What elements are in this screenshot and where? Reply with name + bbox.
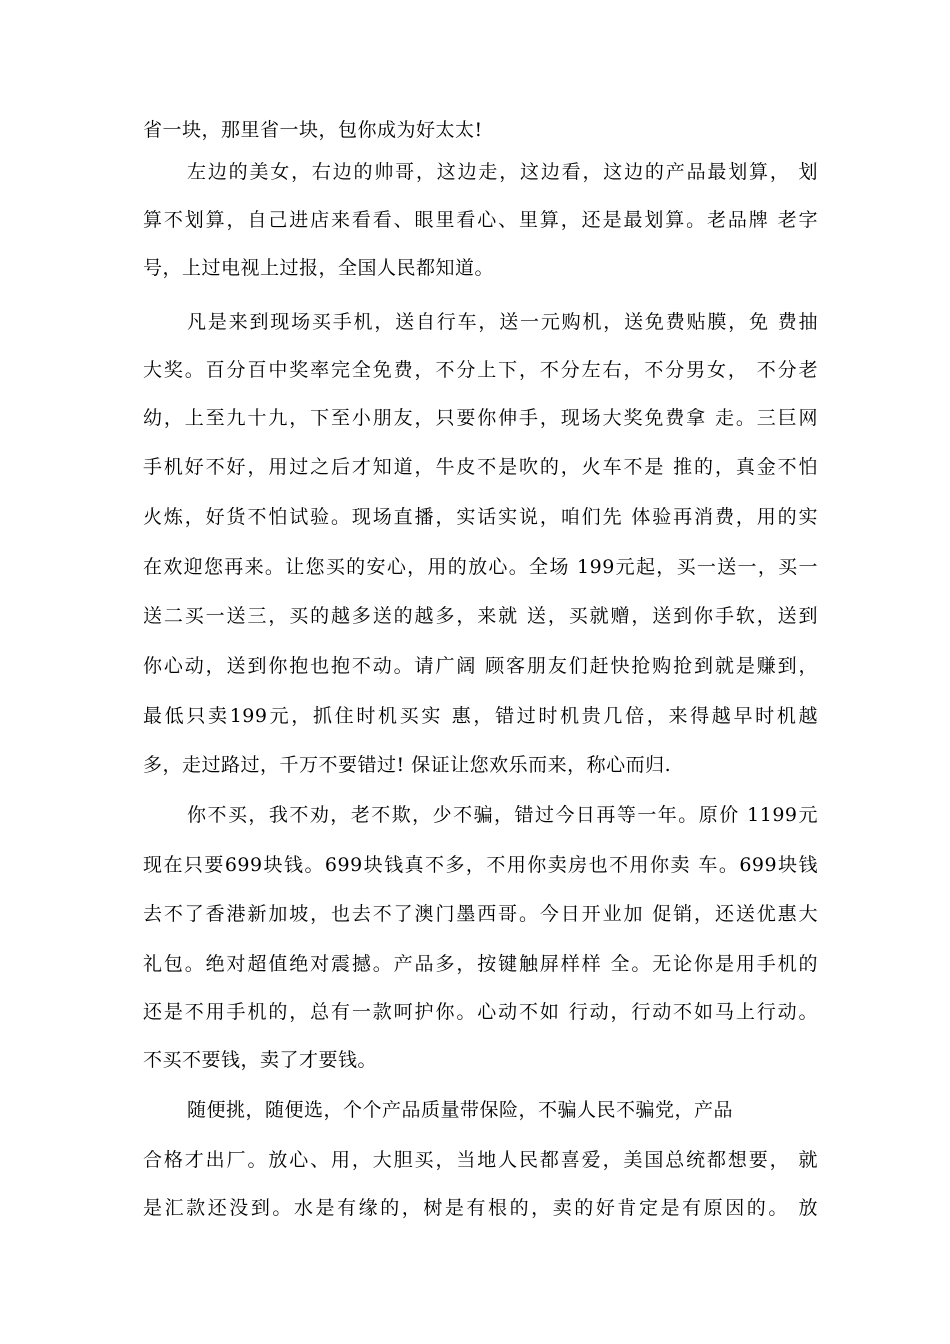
text-line: 省一块，那里省一块，包你成为好太太! [143, 119, 483, 141]
text-line: 随便挑，随便选，个个产品质量带保险，不骗人民不骗党，产品 [187, 1099, 734, 1121]
text-line: 凡是来到现场买手机，送自行车，送一元购机，送免费贴膜，免 费抽 [187, 311, 818, 333]
text-line: 手机好不好，用过之后才知道，牛皮不是吹的，火车不是 推的，真金不怕 [143, 456, 818, 478]
text-line: 火炼，好货不怕试验。现场直播，实话实说，咱们先 体验再消费，用的实 [143, 506, 818, 528]
text-line: 去不了香港新加坡，也去不了澳门墨西哥。今日开业加 促销，还送优惠大 [143, 903, 818, 925]
text-line: 是汇款还没到。水是有缘的，树是有根的，卖的好肯定是有原因的。 放 [143, 1197, 818, 1219]
text-line: 还是不用手机的，总有一款呵护你。心动不如 行动，行动不如马上行动。 [143, 1001, 818, 1023]
text-line: 算不划算，自己进店来看看、眼里看心、里算，还是最划算。老品牌 老字 [143, 209, 818, 231]
text-line: 你心动，送到你抱也抱不动。请广阔 顾客朋友们赶快抢购抢到就是赚到， [143, 655, 818, 677]
text-line: 在欢迎您再来。让您买的安心，用的放心。全场 199元起，买一送一，买一 [143, 556, 818, 578]
text-line: 不买不要钱，卖了才要钱。 [143, 1049, 378, 1071]
text-line: 左边的美女，右边的帅哥，这边走，这边看，这边的产品最划算， 划 [187, 161, 818, 183]
text-line: 最低只卖199元，抓住时机买实 惠，错过时机贵几倍，来得越早时机越 [143, 705, 818, 727]
text-line: 你不买，我不劝，老不欺，少不骗，错过今日再等一年。原价 1199元 [187, 804, 818, 826]
text-line: 多，走过路过，千万不要错过! 保证让您欢乐而来，称心而归. [143, 754, 672, 776]
text-line: 幼，上至九十九，下至小朋友，只要你伸手，现场大奖免费拿 走。三巨网 [143, 407, 818, 429]
text-line: 现在只要699块钱。699块钱真不多，不用你卖房也不用你卖 车。699块钱 [143, 854, 818, 876]
text-line: 合格才出厂。放心、用，大胆买，当地人民都喜爱，美国总统都想要， 就 [143, 1149, 818, 1171]
text-line: 大奖。百分百中奖率完全免费，不分上下，不分左右，不分男女， 不分老 [143, 359, 818, 381]
text-line: 送二买一送三，买的越多送的越多，来就 送，买就赠，送到你手软，送到 [143, 605, 818, 627]
text-line: 号，上过电视上过报，全国人民都知道。 [143, 257, 495, 279]
text-line: 礼包。绝对超值绝对震撼。产品多，按键触屏样样 全。无论你是用手机的 [143, 953, 818, 975]
